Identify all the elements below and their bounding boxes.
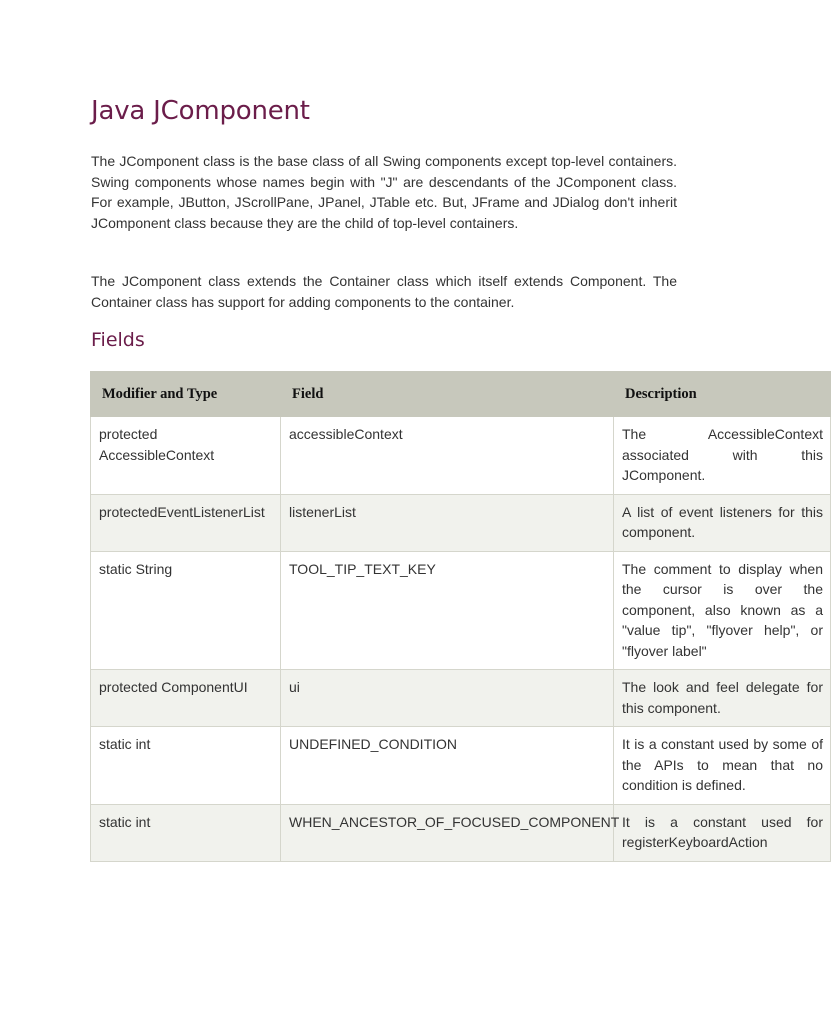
table-row [91,727,831,805]
cell-modifier: protected ComponentUI [91,670,281,727]
table-row [91,551,831,670]
cell-field: ui [281,670,614,727]
column-header-field: Field [281,372,614,417]
cell-field: UNDEFINED_CONDITION [281,727,614,805]
page-title: Java JComponent [91,96,310,126]
cell-description: It is a constant used for registerKeyboardAction [614,804,831,861]
cell-field: TOOL_TIP_TEXT_KEY [281,551,614,670]
cell-field: WHEN_ANCESTOR_OF_FOCUSED_COMPONENT [281,804,614,861]
table-row [91,417,831,495]
table-row [91,494,831,551]
cell-modifier: static int [91,727,281,805]
table-header-row [91,372,831,417]
cell-modifier: protected AccessibleContext [91,417,281,495]
table-row [91,670,831,727]
cell-field: accessibleContext [281,417,614,495]
fields-table [90,371,831,862]
cell-modifier: static int [91,804,281,861]
cell-field: listenerList [281,494,614,551]
section-heading-fields: Fields [91,329,145,351]
cell-description: The AccessibleContext associated with this JComponent. [614,417,831,495]
cell-modifier: protectedEventListenerList [91,494,281,551]
column-header-description: Description [614,372,831,417]
column-header-modifier: Modifier and Type [91,372,281,417]
cell-modifier: static String [91,551,281,670]
intro-paragraph: The JComponent class is the base class of all Swing components except top-level containers. Swing components whose names begin with "J" are descendants of the JComponent class. For example, JButton, JScrollPane, JPanel, JTable etc. But, JFrame and JDialog don't inherit JComponent class because they are the child of top-level containers. [91,153,677,231]
cell-description: The comment to display when the cursor is over the component, also known as a "value tip", "flyover help", or "flyover label" [614,551,831,670]
container-paragraph: The JComponent class extends the Container class which itself extends Component. The Container class has support for adding components to the container. [91,273,677,310]
table-row [91,804,831,861]
cell-description: A list of event listeners for this component. [614,494,831,551]
cell-description: It is a constant used by some of the APIs to mean that no condition is defined. [614,727,831,805]
cell-description: The look and feel delegate for this component. [614,670,831,727]
